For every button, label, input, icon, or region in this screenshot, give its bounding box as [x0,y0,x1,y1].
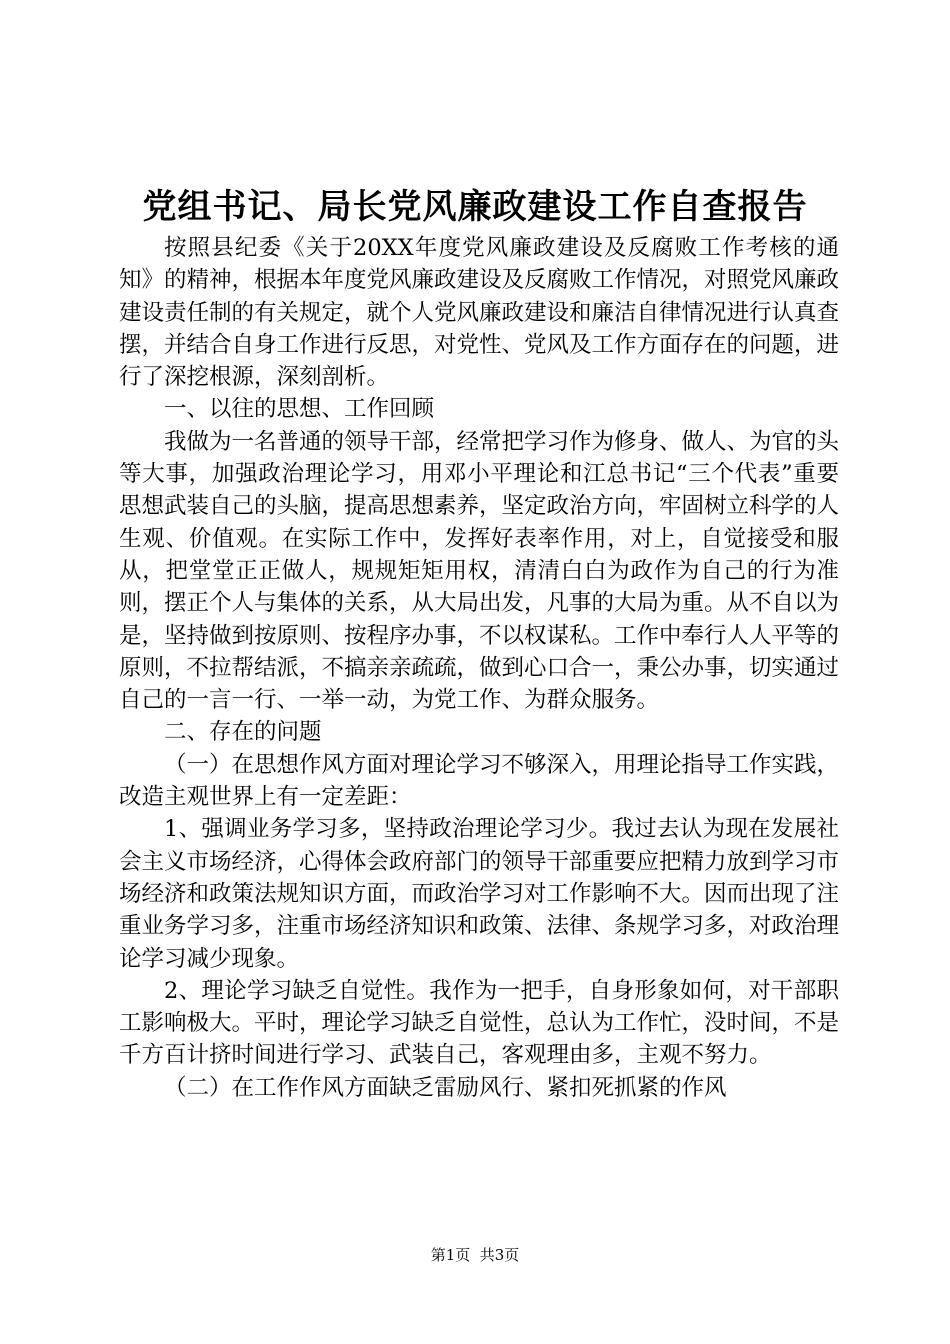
document-body [119,232,839,1104]
subheading-work-style: （二）在工作作风方面缺乏雷励风行、紧扣死抓紧的作风 [164,1074,727,1101]
section-heading-review: 一、以往的思想、工作回顾 [164,396,435,423]
paragraph-intro: 按照县纪委《关于20XX年度党风廉政建设及反腐败工作考核的通知》的精神，根据本年度党风廉政建设及反腐败工作情况，对照党风廉政建设责任制的有关规定，就个人党风廉政建设和廉洁自律情况进行认真查摆，并结合自身工作进行反思，对党性、党风及工作方面存在的问题，进行了深挖根源，深刻剖析。 [119,235,840,391]
paragraph-problem-1: 1、强调业务学习多，坚持政治理论学习少。我过去认为现在发展社会主义市场经济，心得体会政府部门的领导干部重要应把精力放到学习市场经济和政策法规知识方面，而政治学习对工作影响不大。因而出现了注重业务学习多，注重市场经济知识和政策、法律、条规学习多，对政治理论学习减少现象。 [119,816,840,972]
section-heading-problems: 二、存在的问题 [164,719,322,746]
subheading-thinking-style: （一）在思想作风方面对理论学习不够深入，用理论指导工作实践，改造主观世界上有一定差距： [119,751,840,811]
paragraph-review: 我做为一名普通的领导干部，经常把学习作为修身、做人、为官的头等大事，加强政治理论学习，用邓小平理论和江总书记“三个代表”重要思想武装自己的头脑，提高思想素养，坚定政治方向，牢固树立科学的人生观、价值观。在实际工作中，发挥好表率作用，对上，自觉接受和服从，把堂堂正正做人，规规矩矩用权，清清白白为政作为自己的行为准则，摆正个人与集体的关系，从大局出发，凡事的大局为重。从不自以为是，坚持做到按原则、按程序办事，不以权谋私。工作中奉行人人平等的原则，不拉帮结派，不搞亲亲疏疏，做到心口合一，秉公办事，切实通过自己的一言一行、一举一动，为党工作、为群众服务。 [119,428,840,714]
paragraph-problem-2: 2、理论学习缺乏自觉性。我作为一把手，自身形象如何，对干部职工影响极大。平时，理论学习缺乏自觉性，总认为工作忙，没时间，不是千方百计挤时间进行学习、武装自己，客观理由多，主观不努力。 [119,977,840,1069]
page-footer: 第1页 共3页 [430,1246,520,1264]
document-title: 党组书记、局长党风廉政建设工作自查报告 [142,187,808,227]
